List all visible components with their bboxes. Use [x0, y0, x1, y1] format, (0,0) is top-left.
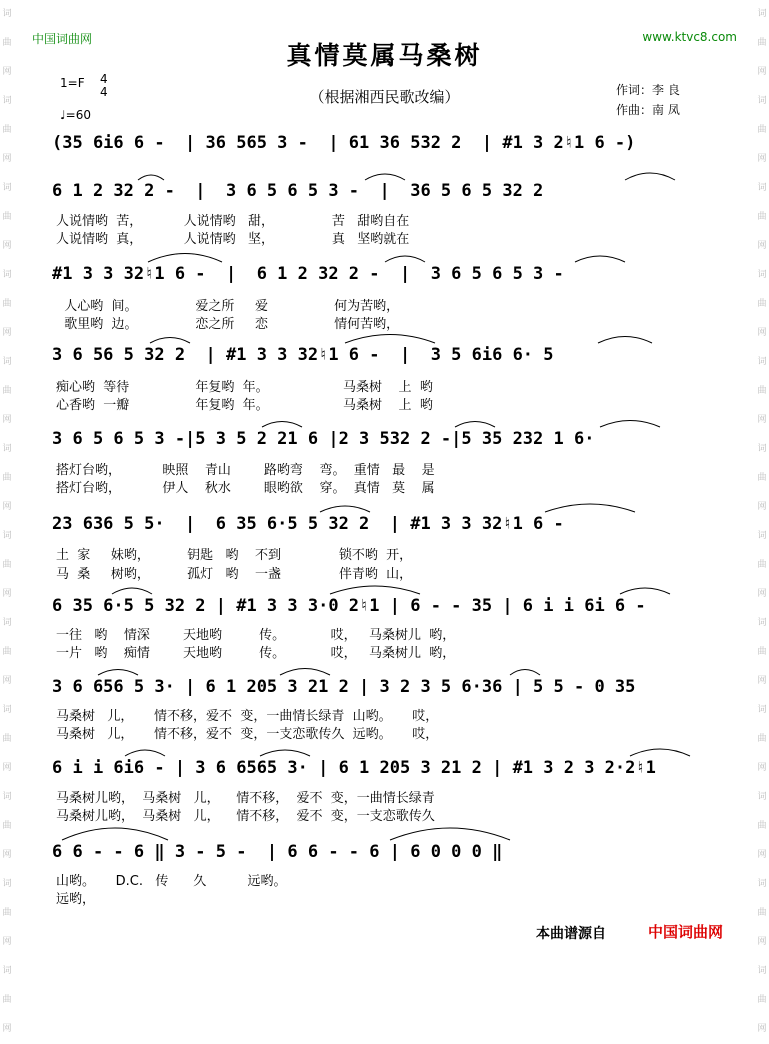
score-row-3: 3 6 56 5 32 2 | #1 3 3 32♮1 6 - | 3 5 6i6 6· 5	[52, 345, 554, 365]
slur-arc	[390, 828, 510, 840]
score-row-9: 6 6 - - 6 ‖ 3 - 5 - | 6 6 - - 6 | 6 0 0 0 ‖	[52, 842, 503, 862]
lyric-row-9-verse-2: 远哟，	[56, 892, 96, 907]
lyric-row-2-verse-2: 歌里哟 边。 恋之所 恋 情何苦哟，	[56, 317, 400, 332]
slur-arc	[455, 422, 495, 428]
slur-arc	[510, 670, 540, 676]
lyric-row-8-verse-1: 马桑树儿哟， 马桑树 儿， 情不移， 爱不 变，一曲情长绿青	[56, 791, 435, 806]
site-name-top-left[interactable]: 中国词曲网	[32, 32, 93, 46]
slur-arc	[598, 337, 652, 344]
slur-arc	[260, 750, 310, 756]
lyric-row-5-verse-2: 马 桑 树哟， 孤灯 哟 一盏 伴青哟 山，	[56, 567, 413, 582]
lyricist-credit: 作词：李 良	[616, 83, 680, 97]
slur-arc	[385, 256, 425, 262]
slur-arc	[62, 828, 168, 840]
composer-credit: 作曲：南 凤	[616, 103, 680, 117]
lyric-row-6-verse-1: 一往 哟 情深 天地哟 传。 哎， 马桑树儿 哟，	[56, 628, 456, 643]
lyric-row-3-verse-2: 心香哟 一瓣 年复哟 年。 马桑树 上 哟	[56, 398, 433, 413]
lyric-row-7-verse-1: 马桑树 儿， 情不移，爱不 变，一曲情长绿青 山哟。 哎，	[56, 709, 439, 724]
lyric-row-6-verse-2: 一片 哟 痴情 天地哟 传。 哎， 马桑树儿 哟，	[56, 646, 456, 661]
slur-arc	[262, 422, 302, 428]
slur-arc	[630, 749, 690, 756]
watermark-left: 词曲网词曲网词曲网词曲网词曲网词曲网词曲网词曲网词曲网词曲网词曲网词曲网	[2, 9, 12, 1034]
score-row-4: 3 6 5 6 5 3 -|5 3 5 2 21 6 |2 3 532 2 -|5 35 232 1 6·	[52, 429, 595, 449]
slur-arc	[545, 504, 635, 512]
slur-arc	[620, 588, 670, 594]
watermark-right: 词曲网词曲网词曲网词曲网词曲网词曲网词曲网词曲网词曲网词曲网词曲网词曲网	[757, 9, 767, 1034]
score-row-7: 3 6 656 5 3· | 6 1 205 3 21 2 | 3 2 3 5 6·36 | 5 5 - 0 35	[52, 677, 636, 697]
lyric-row-8-verse-2: 马桑树儿哟， 马桑树 儿， 情不移， 爱不 变，一支恋歌传久	[56, 809, 435, 824]
score-row-5: 23 636 5 5· | 6 35 6·5 5 32 2 | #1 3 3 32♮1 6 -	[52, 514, 564, 534]
lyric-row-4-verse-1: 搭灯台哟， 映照 青山 路哟弯 弯。 重情 最 是	[56, 463, 435, 478]
slur-arc	[98, 670, 138, 676]
slur-arc	[575, 256, 625, 262]
site-url-top-right[interactable]: www.ktvc8.com	[642, 30, 737, 44]
slur-arc	[330, 586, 420, 594]
song-subtitle: （根据湘西民歌改编）	[309, 88, 460, 106]
slur-arc	[625, 173, 675, 180]
slur-arc	[138, 175, 164, 180]
slur-arc	[320, 506, 370, 512]
slur-arc	[125, 750, 165, 756]
lyric-row-7-verse-2: 马桑树 儿， 情不移，爱不 变，一支恋歌传久 远哟。 哎，	[56, 727, 439, 742]
score-row-2: #1 3 3 32♮1 6 - | 6 1 2 32 2 - | 3 6 5 6 5 3 -	[52, 264, 564, 284]
source-label: 本曲谱源自	[536, 926, 606, 942]
lyric-row-5-verse-1: 土 家 妹哟， 钥匙 哟 不到 锁不哟 开，	[56, 548, 413, 563]
slur-arc	[600, 421, 660, 428]
lyric-row-4-verse-2: 搭灯台哟， 伊人 秋水 眼哟欲 穿。 真情 莫 属	[56, 481, 435, 496]
slur-arc	[150, 338, 190, 344]
song-title: 真情莫属马桑树	[286, 41, 483, 70]
lyric-row-9-verse-1: 山哟。 D.C. 传 久 远哟。	[56, 874, 287, 889]
tempo-marking: ♩=60	[60, 108, 91, 122]
slur-arc	[148, 254, 222, 263]
slur-arc	[112, 588, 152, 594]
time-signature-top: 4	[100, 72, 108, 86]
score-row-1: 6 1 2 32 2 - | 3 6 5 6 5 3 - | 36 5 6 5 32 2	[52, 181, 544, 201]
lyric-row-3-verse-1: 痴心哟 等待 年复哟 年。 马桑树 上 哟	[56, 380, 433, 395]
lyric-row-2-verse-1: 人心哟 间。 爱之所 爱 何为苦哟，	[56, 299, 400, 314]
time-signature-bottom: 4	[100, 85, 108, 99]
score-row-8: 6 i i 6i6 - | 3 6 6565 3· | 6 1 205 3 21 2 | #1 3 2 3 2·2♮1	[52, 758, 656, 778]
source-site-link[interactable]: 中国词曲网	[648, 923, 724, 941]
lyric-row-1-verse-1: 人说情哟 苦， 人说情哟 甜， 苦 甜哟自在	[56, 214, 410, 229]
score-row-0: (35 6i6 6 - | 36 565 3 - | 61 36 532 2 | #1 3 2♮1 6 -)	[52, 133, 636, 153]
lyric-row-1-verse-2: 人说情哟 真， 人说情哟 坚， 真 坚哟就在	[56, 232, 410, 247]
slur-arc	[280, 669, 330, 676]
key-signature: 1=F	[60, 76, 85, 90]
slur-arc	[365, 174, 405, 180]
score-row-6: 6 35 6·5 5 32 2 | #1 3 3 3·0 2♮1 | 6 - - 35 | 6 i i 6i 6 -	[52, 596, 646, 616]
slur-arc	[345, 335, 435, 344]
